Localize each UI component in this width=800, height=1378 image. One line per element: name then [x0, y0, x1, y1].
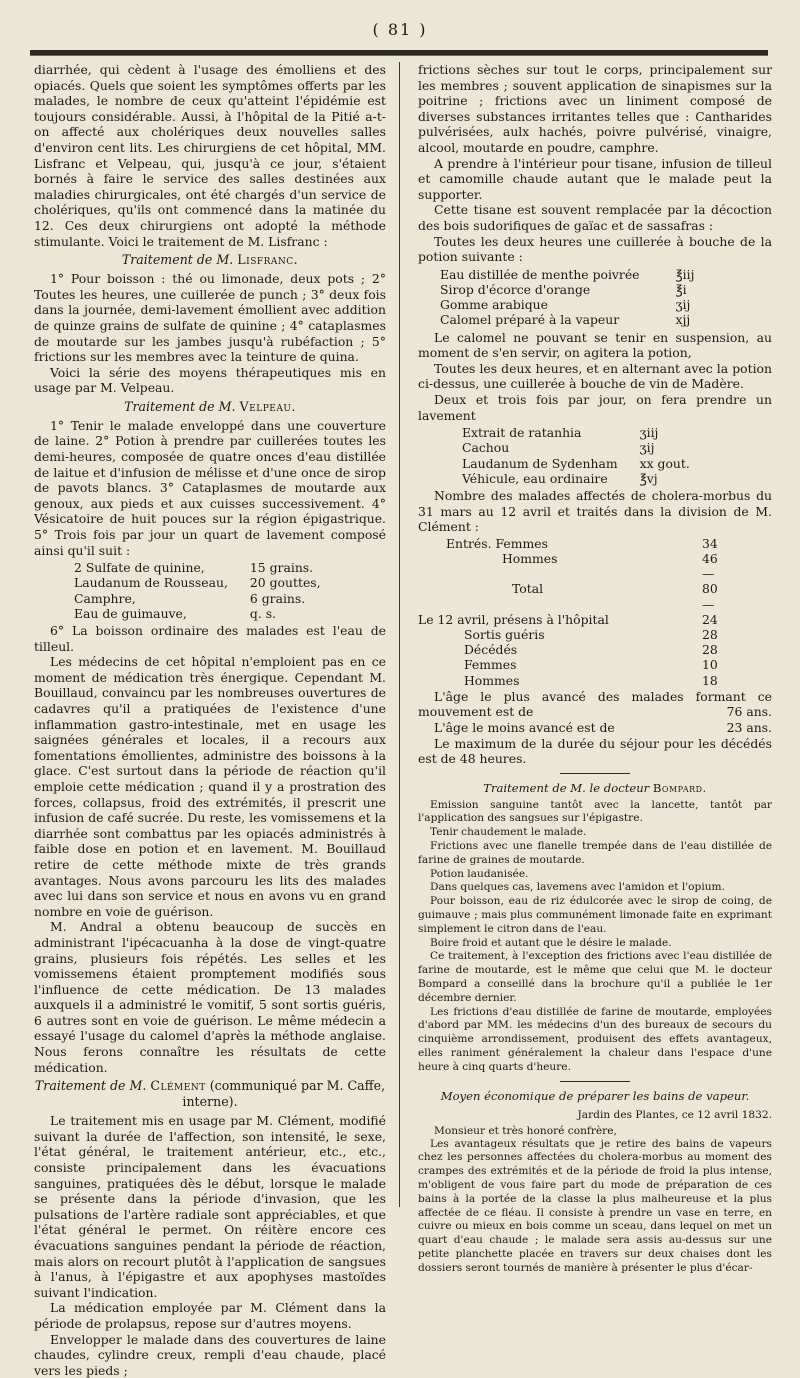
paragraph: Toutes les deux heures une cuillerée à bouche de la potion suivante : — [418, 233, 772, 265]
paragraph: Emission sanguine tantôt avec la lancette, tantôt par l'application des sangsues sur l'épigastre. — [418, 798, 772, 825]
recipe-row: Gomme arabique ʒij — [440, 297, 691, 313]
paragraph: 1° Tenir le malade enveloppé dans une couverture de laine. 2° Potion à prendre par cuillerées toutes les demi-heures, composée de quatre onces d'eau distillée de laitue et d'infusion de mélisse et d'une once de sirop de pavots blancs. 3° Cataplasmes de moutarde aux genoux, aux pieds et aux cuisses successivement. 4° Vésicatoire de huit pouces sur la région épigastrique. 5° Trois fois par jour un quart de lavement composé ainsi qu'il suit : — [34, 417, 386, 558]
paragraph: Toutes les deux heures, et en alternant avec la potion ci-dessus, une cuillerée à bouche de vin de Madère. — [418, 360, 772, 392]
recipe-row: Laudanum de Sydenham xx gout. — [462, 455, 690, 471]
paragraph: Boire froid et autant que le désire le malade. — [430, 936, 672, 949]
paragraph: Le maximum de la durée du séjour pour les décédés est de 48 heures. — [418, 735, 772, 767]
paragraph: L'âge le plus avancé des malades formant ce mouvement est de 76 ans. — [418, 688, 772, 720]
column-divider — [399, 62, 400, 1207]
prescription-row: Camphre, 6 grains. — [74, 590, 306, 606]
section-heading-lisfranc: Traitement de M. Lisfranc. — [121, 252, 299, 268]
paragraph: 1° Pour boisson : thé ou limonade, deux pots ; 2° Toutes les heures, une cuillerée de punch ; 3° deux fois dans la journée, demi-lavement émollient avec addition de quinze grains de sulfate de quinine ; 4° cataplasmes de moutarde sur les jambes jusqu'à rubéfaction ; 5° frictions sur les membres avec la teinture de quina. — [34, 271, 386, 365]
section-heading-velpeau: Traitement de M. Velpeau. — [124, 398, 296, 414]
stats-row: Femmes 10 — [464, 657, 718, 673]
paragraph: Les avantageux résultats que je retire des bains de vapeurs chez les personnes affectées du cholera-morbus au moment des crampes des extrémités et de la période de froid la plus intense, m'obligent de vous faire part du mode de préparation de ces bains à la portée de la classe la plus malheureuse et la plus affectée de ce fléau. Il consiste à prendre un vase en terre, en cuivre ou mieux en bois comme un sceau, dans lequel on met un quart d'eau chaude ; le malade sera assis au-dessus sur une petite planchette placée en travers sur deux chaises dont les dossiers seront tournés de manière à présenter le plus d'écar- — [418, 1137, 772, 1274]
recipe-row: Eau distillée de menthe poivrée ℥iij — [440, 266, 695, 282]
recipe-row: Sirop d'écorce d'orange ℥i — [440, 281, 687, 297]
paragraph: Ce traitement, à l'exception des frictions avec l'eau distillée de farine de moutarde, est le même que celui que M. le docteur Bompard a conseillé dans la brochure qu'il a publiée le 1er décembre dernier. — [418, 950, 772, 1004]
potion-recipe — [440, 267, 694, 328]
salutation: Monsieur et très honoré confrère, — [434, 1124, 617, 1137]
paragraph: Pour boisson, eau de riz édulcorée avec le sirop de coing, de guimauve ; mais plus communément limonade faite en exprimant simplement le citron dans de l'eau. — [418, 895, 772, 935]
paragraph: Deux et trois fois par jour, on fera prendre un lavement — [418, 391, 772, 423]
paragraph: Le calomel ne pouvant se tenir en suspension, au moment de s'en servir, on agitera la potion, — [418, 329, 772, 361]
left-column — [34, 62, 386, 1378]
paragraph: Les médecins de cet hôpital n'emploient pas en ce moment de médication très énergique. Cependant M. Bouillaud, convaincu par les nombreuses ouvertures de cadavres qu'il a pratiquées de l'existence d'une inflammation gastro-intestinale, met en usage les saignées générales et locales, il a recours aux fomentations émollientes, administre des boissons à la glace. C'est surtout dans la période de réaction qu'il emploie cette médication ; quand il y a prostration des forces, collapsus, froid des extrémités, il prescrit une infusion de café sucrée. Du reste, les vomissemens et la diarrhée sont combattus par les opiacés administrés à faible dose en potion et en lavement. M. Bouillaud retire de cette méthode mixte de très grands avantages. Nous avons parcouru les lits des malades avec lui dans son service et nous en avons vu en grand nombre en voie de guérison. — [34, 654, 386, 919]
paragraph: Envelopper le malade dans des couvertures de laine chaudes, cylindre creux, rempli d'eau chaude, placé vers les pieds ; — [34, 1331, 386, 1378]
stats-total-row: Total 80 — [512, 581, 718, 597]
section-heading-bompard: Traitement de M. le docteur Bompard. — [483, 780, 707, 795]
prescription-list — [74, 560, 321, 621]
paragraph: A prendre à l'intérieur pour tisane, infusion de tilleul et camomille chaude autant que le malade peut la supporter. — [418, 155, 772, 202]
stats-row: Le 12 avril, présens à l'hôpital 24 — [418, 611, 718, 627]
paragraph: 6° La boisson ordinaire des malades est l'eau de tilleul. — [34, 623, 386, 654]
dateline: Jardin des Plantes, ce 12 avril 1832. — [577, 1108, 772, 1121]
section-rule — [560, 773, 630, 774]
paragraph: M. Andral a obtenu beaucoup de succès en administrant l'ipécacuanha à la dose de vingt-quatre grains, plusieurs fois répétés. Les selles et les vomissemens étaient promptement modifiés sous l'influence de cette médication. De 13 malades auxquels il a administré le vomitif, 5 sont sortis guéris, 6 autres sont en voie de guérison. Le même médecin a essayé l'usage du calomel d'après la méthode anglaise. Nous ferons connaître les résultats de cette médication. — [34, 919, 386, 1075]
paragraph: L'âge le moins avancé est de 23 ans. — [434, 719, 772, 735]
stats-row: Décédés 28 — [464, 642, 718, 658]
section-rule — [560, 1081, 630, 1082]
paragraph: Dans quelques cas, lavemens avec l'amidon et l'opium. — [430, 881, 725, 894]
paragraph: frictions sèches sur tout le corps, principalement sur les membres ; souvent application de sinapismes sur la poitrine ; frictions avec un liniment composé de diverses substances irritantes telles que : Cantharides pulvérisées, aulx hachés, poivre pulvérisé, vinaigre, alcool, moutarde en poudre, camphre. — [418, 62, 772, 155]
stats-row: Entrés. Femmes 34 — [446, 535, 718, 551]
lavement-recipe — [462, 425, 690, 486]
stats-row: Hommes 46 — [502, 550, 718, 566]
recipe-row: Extrait de ratanhia ʒiij — [462, 425, 659, 441]
statistics-table: Entrés. Femmes 34 Hommes 46 — Total 80 — Le 12 avril, présens à l'hôpital 24 Sortis guéris 28 Décédés 28 Femmes 10 Hommes 18 — [418, 536, 772, 688]
prescription-row: 2 Sulfate de quinine, 15 grains. — [74, 560, 314, 576]
recipe-row: Cachou ʒij — [462, 440, 655, 456]
paragraph: Frictions avec une flanelle trempée dans de l'eau distillée de farine de graines de moutarde. — [418, 840, 772, 866]
paragraph: Cette tisane est souvent remplacée par la décoction des bois sudorifiques de gaïac et de sassafras : — [418, 202, 772, 233]
paragraph: Potion laudanisée. — [430, 867, 529, 880]
stats-row: Sortis guéris 28 — [464, 626, 718, 642]
paragraph: La médication employée par M. Clément dans la période de prolapsus, repose sur d'autres moyens. — [34, 1300, 386, 1331]
paragraph: Le traitement mis en usage par M. Clément, modifié suivant la durée de l'affection, son intensité, le sexe, l'état général, le traitement antérieur, etc., etc., consiste principalement dans les évacuations sanguines, pratiquées dès le début, lorsque le malade se présente dans la période d'invasion, que les pulsations de l'artère radiale sont appréciables, et que l'état général le permet. On réitère encore ces évacuations sanguines pendant la période de réaction, mais alors on recourt plutôt à l'application de sangsues à l'anus, à l'épigastre et aux apophyses mastoïdes suivant l'indication. — [34, 1113, 386, 1300]
recipe-row: Véhicule, eau ordinaire ℥vj — [462, 470, 658, 486]
right-column — [418, 62, 772, 1274]
paragraph: diarrhée, qui cèdent à l'usage des émolliens et des opiacés. Quels que soient les symptômes offerts par les malades, le nombre de ceux qu'atteint l'épidémie est toujours considérable. Aussi, à l'hôpital de la Pitié a-t-on affecté aux cholériques deux nouvelles salles d'environ cent lits. Les chirurgiens de cet hôpital, MM. Lisfranc et Velpeau, qui, jusqu'à ce jour, s'étaient bornés à faire le service des salles destinées aux maladies chirurgicales, ont été chargés d'un service de cholériques, qu'ils ont commencé dans la matinée du 12. Ces deux chirurgiens ont adopté la méthode stimulante. Voici le traitement de M. Lisfranc : — [34, 62, 386, 249]
bompard-section — [418, 799, 772, 1075]
paragraph: Tenir chaudement le malade. — [430, 826, 587, 839]
paragraph: Nombre des malades affectés de cholera-morbus du 31 mars au 12 avril et traités dans la division de M. Clément : — [418, 487, 772, 535]
prescription-row: Eau de guimauve, q. s. — [74, 605, 277, 621]
prescription-row: Laudanum de Rousseau, 20 gouttes, — [74, 575, 321, 591]
page-number: ( 81 ) — [372, 20, 428, 39]
stats-row: Hommes 18 — [464, 672, 718, 688]
paragraph: Voici la série des moyens thérapeutiques mis en usage par M. Velpeau. — [34, 364, 386, 396]
paragraph: Les frictions d'eau distillée de farine de moutarde, employées d'abord par MM. les médecins d'un des bureaux de secours du cinquième arrondissement, produisent des effets avantageux, elles raniment généralement la chaleur dans l'espace d'une heure à cinq quarts d'heure. — [418, 1005, 772, 1073]
section-heading-bains: Moyen économique de préparer les bains de vapeur. — [440, 1088, 750, 1103]
recipe-row: Calomel préparé à la vapeur xjj — [440, 312, 691, 328]
top-rule — [30, 50, 768, 56]
section-heading-clement: Traitement de M. Clément (communiqué par M. Caffe, interne). — [34, 1078, 386, 1110]
